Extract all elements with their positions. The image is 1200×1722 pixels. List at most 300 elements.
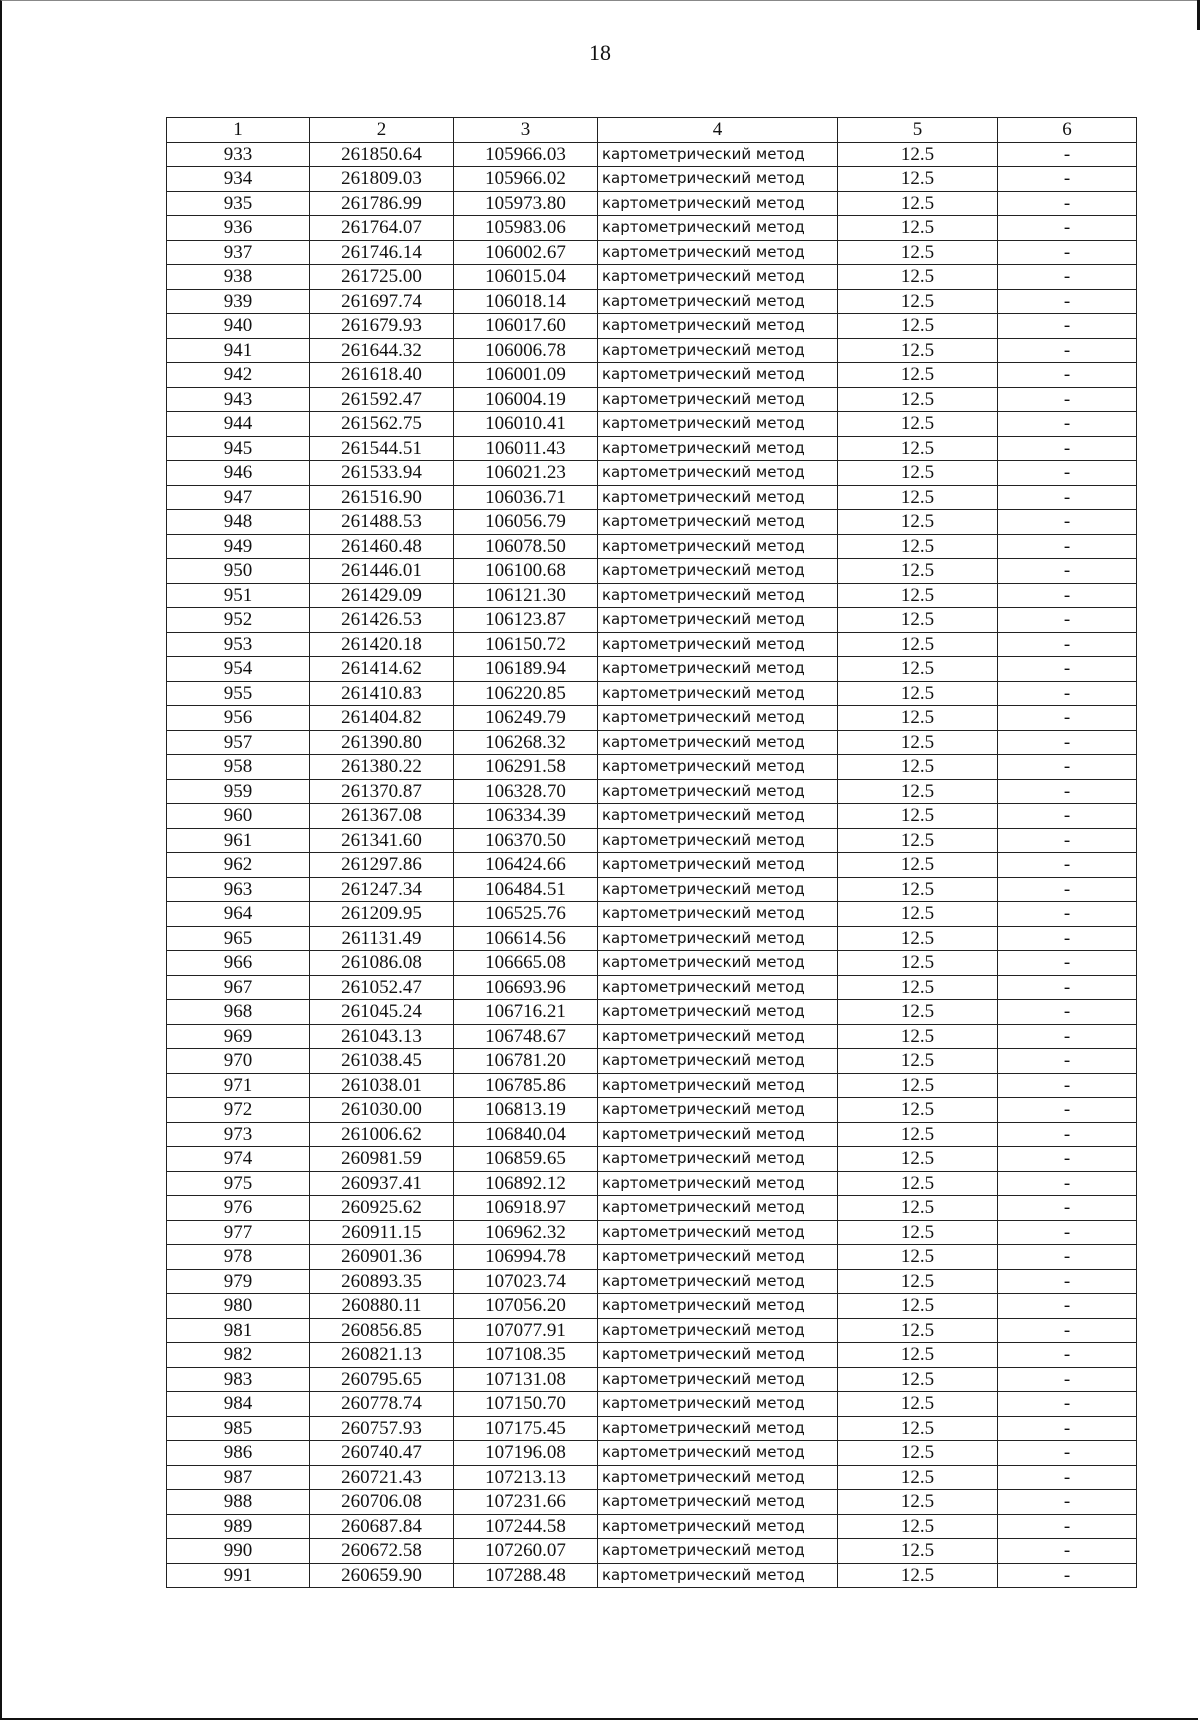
- cell-x-coordinate: 261618.40: [310, 363, 454, 388]
- cell-y-coordinate: 106123.87: [454, 608, 598, 633]
- cell-note: -: [998, 975, 1137, 1000]
- cell-note: -: [998, 1294, 1137, 1319]
- cell-point-number: 985: [167, 1416, 310, 1441]
- cell-y-coordinate: 106006.78: [454, 338, 598, 363]
- cell-y-coordinate: 106291.58: [454, 755, 598, 780]
- cell-x-coordinate: 261850.64: [310, 142, 454, 167]
- cell-accuracy: 12.5: [838, 1514, 998, 1539]
- cell-x-coordinate: 261644.32: [310, 338, 454, 363]
- cell-x-coordinate: 261446.01: [310, 559, 454, 584]
- cell-note: -: [998, 730, 1137, 755]
- cell-accuracy: 12.5: [838, 559, 998, 584]
- cell-method: картометрический метод: [598, 1171, 838, 1196]
- cell-x-coordinate: 261086.08: [310, 951, 454, 976]
- cell-method: картометрический метод: [598, 828, 838, 853]
- cell-method: картометрический метод: [598, 1441, 838, 1466]
- cell-note: -: [998, 1465, 1137, 1490]
- table-row: [167, 1196, 1137, 1221]
- cell-note: -: [998, 902, 1137, 927]
- cell-x-coordinate: 261544.51: [310, 436, 454, 461]
- cell-note: -: [998, 1245, 1137, 1270]
- cell-point-number: 988: [167, 1490, 310, 1515]
- cell-point-number: 935: [167, 191, 310, 216]
- cell-y-coordinate: 106018.14: [454, 289, 598, 314]
- cell-method: картометрический метод: [598, 853, 838, 878]
- table-row: [167, 461, 1137, 486]
- cell-y-coordinate: 106693.96: [454, 975, 598, 1000]
- cell-point-number: 967: [167, 975, 310, 1000]
- cell-note: -: [998, 608, 1137, 633]
- cell-x-coordinate: 261404.82: [310, 706, 454, 731]
- cell-accuracy: 12.5: [838, 240, 998, 265]
- cell-note: -: [998, 1416, 1137, 1441]
- cell-note: -: [998, 338, 1137, 363]
- cell-method: картометрический метод: [598, 1563, 838, 1588]
- table-row: [167, 1392, 1137, 1417]
- cell-note: -: [998, 314, 1137, 339]
- cell-x-coordinate: 261562.75: [310, 412, 454, 437]
- cell-x-coordinate: 261746.14: [310, 240, 454, 265]
- table-row: [167, 1343, 1137, 1368]
- cell-point-number: 951: [167, 583, 310, 608]
- coordinates-table: [166, 117, 1137, 1588]
- cell-accuracy: 12.5: [838, 338, 998, 363]
- cell-note: -: [998, 681, 1137, 706]
- cell-accuracy: 12.5: [838, 1490, 998, 1515]
- table-row: [167, 681, 1137, 706]
- cell-accuracy: 12.5: [838, 1196, 998, 1221]
- page-number: 18: [589, 40, 611, 65]
- cell-point-number: 974: [167, 1147, 310, 1172]
- cell-point-number: 940: [167, 314, 310, 339]
- cell-method: картометрический метод: [598, 632, 838, 657]
- table-row: [167, 1490, 1137, 1515]
- table-row: [167, 706, 1137, 731]
- cell-method: картометрический метод: [598, 240, 838, 265]
- cell-note: -: [998, 1367, 1137, 1392]
- cell-x-coordinate: 261038.45: [310, 1049, 454, 1074]
- cell-y-coordinate: 105966.02: [454, 167, 598, 192]
- cell-y-coordinate: 106002.67: [454, 240, 598, 265]
- cell-method: картометрический метод: [598, 436, 838, 461]
- cell-point-number: 968: [167, 1000, 310, 1025]
- cell-x-coordinate: 261725.00: [310, 265, 454, 290]
- cell-point-number: 963: [167, 877, 310, 902]
- cell-accuracy: 12.5: [838, 1220, 998, 1245]
- cell-point-number: 979: [167, 1269, 310, 1294]
- header-row: [167, 118, 1137, 143]
- cell-x-coordinate: 260672.58: [310, 1539, 454, 1564]
- header-col-5: 5: [838, 118, 998, 143]
- cell-note: -: [998, 461, 1137, 486]
- table-row: [167, 534, 1137, 559]
- table-row: [167, 632, 1137, 657]
- table-row: [167, 1122, 1137, 1147]
- cell-y-coordinate: 106004.19: [454, 387, 598, 412]
- cell-note: -: [998, 1318, 1137, 1343]
- table-row: [167, 363, 1137, 388]
- table-row: [167, 1049, 1137, 1074]
- cell-accuracy: 12.5: [838, 1465, 998, 1490]
- cell-y-coordinate: 106017.60: [454, 314, 598, 339]
- table-row: [167, 1269, 1137, 1294]
- cell-y-coordinate: 107260.07: [454, 1539, 598, 1564]
- cell-accuracy: 12.5: [838, 1392, 998, 1417]
- cell-accuracy: 12.5: [838, 681, 998, 706]
- cell-y-coordinate: 106840.04: [454, 1122, 598, 1147]
- cell-accuracy: 12.5: [838, 951, 998, 976]
- cell-note: -: [998, 632, 1137, 657]
- cell-note: -: [998, 926, 1137, 951]
- cell-note: -: [998, 412, 1137, 437]
- cell-y-coordinate: 105983.06: [454, 216, 598, 241]
- table-row: [167, 1416, 1137, 1441]
- header-col-4: 4: [598, 118, 838, 143]
- cell-y-coordinate: 106665.08: [454, 951, 598, 976]
- cell-accuracy: 12.5: [838, 1245, 998, 1270]
- cell-x-coordinate: 260778.74: [310, 1392, 454, 1417]
- cell-x-coordinate: 261516.90: [310, 485, 454, 510]
- cell-accuracy: 12.5: [838, 1563, 998, 1588]
- cell-accuracy: 12.5: [838, 755, 998, 780]
- cell-y-coordinate: 106121.30: [454, 583, 598, 608]
- cell-point-number: 970: [167, 1049, 310, 1074]
- cell-x-coordinate: 261341.60: [310, 828, 454, 853]
- cell-note: -: [998, 828, 1137, 853]
- table-row: [167, 1024, 1137, 1049]
- cell-x-coordinate: 261697.74: [310, 289, 454, 314]
- cell-x-coordinate: 260659.90: [310, 1563, 454, 1588]
- cell-accuracy: 12.5: [838, 485, 998, 510]
- cell-method: картометрический метод: [598, 485, 838, 510]
- cell-point-number: 973: [167, 1122, 310, 1147]
- cell-x-coordinate: 261414.62: [310, 657, 454, 682]
- cell-point-number: 938: [167, 265, 310, 290]
- cell-y-coordinate: 107196.08: [454, 1441, 598, 1466]
- cell-accuracy: 12.5: [838, 657, 998, 682]
- cell-accuracy: 12.5: [838, 534, 998, 559]
- cell-y-coordinate: 106189.94: [454, 657, 598, 682]
- cell-accuracy: 12.5: [838, 1539, 998, 1564]
- cell-method: картометрический метод: [598, 1514, 838, 1539]
- cell-x-coordinate: 260880.11: [310, 1294, 454, 1319]
- cell-x-coordinate: 261533.94: [310, 461, 454, 486]
- table-row: [167, 657, 1137, 682]
- cell-accuracy: 12.5: [838, 1367, 998, 1392]
- cell-x-coordinate: 261488.53: [310, 510, 454, 535]
- cell-accuracy: 12.5: [838, 804, 998, 829]
- table-row: [167, 510, 1137, 535]
- cell-x-coordinate: 261410.83: [310, 681, 454, 706]
- cell-accuracy: 12.5: [838, 412, 998, 437]
- cell-x-coordinate: 260901.36: [310, 1245, 454, 1270]
- cell-point-number: 976: [167, 1196, 310, 1221]
- table-row: [167, 142, 1137, 167]
- cell-point-number: 977: [167, 1220, 310, 1245]
- cell-y-coordinate: 106892.12: [454, 1171, 598, 1196]
- cell-note: -: [998, 485, 1137, 510]
- cell-note: -: [998, 951, 1137, 976]
- cell-x-coordinate: 260893.35: [310, 1269, 454, 1294]
- cell-y-coordinate: 106150.72: [454, 632, 598, 657]
- cell-accuracy: 12.5: [838, 583, 998, 608]
- cell-note: -: [998, 1441, 1137, 1466]
- cell-x-coordinate: 260687.84: [310, 1514, 454, 1539]
- cell-x-coordinate: 261052.47: [310, 975, 454, 1000]
- table-row: [167, 1514, 1137, 1539]
- cell-x-coordinate: 261030.00: [310, 1098, 454, 1123]
- cell-y-coordinate: 107108.35: [454, 1343, 598, 1368]
- cell-method: картометрический метод: [598, 1024, 838, 1049]
- cell-accuracy: 12.5: [838, 265, 998, 290]
- cell-note: -: [998, 534, 1137, 559]
- table-row: [167, 1318, 1137, 1343]
- cell-y-coordinate: 106010.41: [454, 412, 598, 437]
- cell-note: -: [998, 1073, 1137, 1098]
- cell-point-number: 987: [167, 1465, 310, 1490]
- cell-accuracy: 12.5: [838, 191, 998, 216]
- table-row: [167, 1073, 1137, 1098]
- cell-x-coordinate: 261247.34: [310, 877, 454, 902]
- cell-accuracy: 12.5: [838, 632, 998, 657]
- cell-note: -: [998, 289, 1137, 314]
- cell-point-number: 948: [167, 510, 310, 535]
- cell-x-coordinate: 261679.93: [310, 314, 454, 339]
- table-row: [167, 1245, 1137, 1270]
- cell-note: -: [998, 877, 1137, 902]
- cell-point-number: 989: [167, 1514, 310, 1539]
- cell-method: картометрический метод: [598, 804, 838, 829]
- table-row: [167, 1441, 1137, 1466]
- cell-x-coordinate: 261429.09: [310, 583, 454, 608]
- cell-point-number: 942: [167, 363, 310, 388]
- table-row: [167, 779, 1137, 804]
- cell-method: картометрический метод: [598, 1416, 838, 1441]
- cell-y-coordinate: 106918.97: [454, 1196, 598, 1221]
- cell-x-coordinate: 260925.62: [310, 1196, 454, 1221]
- cell-y-coordinate: 107056.20: [454, 1294, 598, 1319]
- cell-note: -: [998, 804, 1137, 829]
- cell-accuracy: 12.5: [838, 167, 998, 192]
- cell-y-coordinate: 106962.32: [454, 1220, 598, 1245]
- cell-accuracy: 12.5: [838, 510, 998, 535]
- cell-point-number: 982: [167, 1343, 310, 1368]
- cell-accuracy: 12.5: [838, 1024, 998, 1049]
- cell-method: картометрический метод: [598, 1049, 838, 1074]
- cell-x-coordinate: 261038.01: [310, 1073, 454, 1098]
- cell-note: -: [998, 510, 1137, 535]
- table-row: [167, 191, 1137, 216]
- cell-y-coordinate: 106525.76: [454, 902, 598, 927]
- table-row: [167, 240, 1137, 265]
- cell-method: картометрический метод: [598, 755, 838, 780]
- cell-x-coordinate: 261390.80: [310, 730, 454, 755]
- cell-y-coordinate: 106748.67: [454, 1024, 598, 1049]
- table-row: [167, 289, 1137, 314]
- cell-note: -: [998, 142, 1137, 167]
- cell-point-number: 959: [167, 779, 310, 804]
- cell-x-coordinate: 261420.18: [310, 632, 454, 657]
- table-row: [167, 216, 1137, 241]
- cell-method: картометрический метод: [598, 1147, 838, 1172]
- cell-point-number: 991: [167, 1563, 310, 1588]
- cell-note: -: [998, 1269, 1137, 1294]
- table-row: [167, 387, 1137, 412]
- cell-method: картометрический метод: [598, 167, 838, 192]
- cell-y-coordinate: 106614.56: [454, 926, 598, 951]
- cell-note: -: [998, 1049, 1137, 1074]
- cell-point-number: 950: [167, 559, 310, 584]
- cell-accuracy: 12.5: [838, 216, 998, 241]
- cell-x-coordinate: 260981.59: [310, 1147, 454, 1172]
- cell-point-number: 945: [167, 436, 310, 461]
- cell-method: картометрический метод: [598, 1073, 838, 1098]
- cell-accuracy: 12.5: [838, 926, 998, 951]
- cell-point-number: 960: [167, 804, 310, 829]
- table-row: [167, 1220, 1137, 1245]
- cell-method: картометрический метод: [598, 877, 838, 902]
- cell-x-coordinate: 261367.08: [310, 804, 454, 829]
- cell-method: картометрический метод: [598, 1367, 838, 1392]
- cell-point-number: 943: [167, 387, 310, 412]
- cell-point-number: 975: [167, 1171, 310, 1196]
- table-row: [167, 265, 1137, 290]
- cell-point-number: 962: [167, 853, 310, 878]
- cell-accuracy: 12.5: [838, 1343, 998, 1368]
- cell-note: -: [998, 583, 1137, 608]
- cell-method: картометрический метод: [598, 975, 838, 1000]
- cell-accuracy: 12.5: [838, 975, 998, 1000]
- cell-method: картометрический метод: [598, 387, 838, 412]
- table-header: [167, 118, 1137, 143]
- table-row: [167, 436, 1137, 461]
- cell-method: картометрический метод: [598, 583, 838, 608]
- table-row: [167, 877, 1137, 902]
- cell-accuracy: 12.5: [838, 902, 998, 927]
- cell-y-coordinate: 105966.03: [454, 142, 598, 167]
- table-row: [167, 755, 1137, 780]
- cell-accuracy: 12.5: [838, 1122, 998, 1147]
- cell-method: картометрический метод: [598, 926, 838, 951]
- cell-accuracy: 12.5: [838, 1269, 998, 1294]
- cell-method: картометрический метод: [598, 1000, 838, 1025]
- table-row: [167, 485, 1137, 510]
- cell-method: картометрический метод: [598, 338, 838, 363]
- cell-method: картометрический метод: [598, 951, 838, 976]
- cell-method: картометрический метод: [598, 559, 838, 584]
- cell-y-coordinate: 106001.09: [454, 363, 598, 388]
- cell-point-number: 980: [167, 1294, 310, 1319]
- table-row: [167, 1539, 1137, 1564]
- cell-y-coordinate: 107023.74: [454, 1269, 598, 1294]
- cell-y-coordinate: 106484.51: [454, 877, 598, 902]
- cell-method: картометрический метод: [598, 1490, 838, 1515]
- cell-point-number: 952: [167, 608, 310, 633]
- cell-accuracy: 12.5: [838, 730, 998, 755]
- cell-note: -: [998, 706, 1137, 731]
- table-row: [167, 902, 1137, 927]
- cell-note: -: [998, 1563, 1137, 1588]
- cell-y-coordinate: 106370.50: [454, 828, 598, 853]
- cell-method: картометрический метод: [598, 363, 838, 388]
- cell-note: -: [998, 240, 1137, 265]
- cell-accuracy: 12.5: [838, 1073, 998, 1098]
- cell-x-coordinate: 261370.87: [310, 779, 454, 804]
- cell-note: -: [998, 191, 1137, 216]
- cell-method: картометрический метод: [598, 681, 838, 706]
- table-row: [167, 1000, 1137, 1025]
- cell-point-number: 971: [167, 1073, 310, 1098]
- cell-method: картометрический метод: [598, 461, 838, 486]
- cell-point-number: 944: [167, 412, 310, 437]
- cell-y-coordinate: 107131.08: [454, 1367, 598, 1392]
- cell-note: -: [998, 1098, 1137, 1123]
- table-row: [167, 1171, 1137, 1196]
- table-row: [167, 951, 1137, 976]
- cell-point-number: 957: [167, 730, 310, 755]
- cell-method: картометрический метод: [598, 608, 838, 633]
- cell-method: картометрический метод: [598, 314, 838, 339]
- cell-method: картометрический метод: [598, 1245, 838, 1270]
- cell-x-coordinate: 260937.41: [310, 1171, 454, 1196]
- cell-accuracy: 12.5: [838, 1441, 998, 1466]
- table-row: [167, 314, 1137, 339]
- cell-point-number: 986: [167, 1441, 310, 1466]
- cell-y-coordinate: 106859.65: [454, 1147, 598, 1172]
- cell-note: -: [998, 167, 1137, 192]
- cell-accuracy: 12.5: [838, 1294, 998, 1319]
- cell-accuracy: 12.5: [838, 1098, 998, 1123]
- cell-y-coordinate: 106328.70: [454, 779, 598, 804]
- cell-point-number: 983: [167, 1367, 310, 1392]
- table-row: [167, 583, 1137, 608]
- cell-note: -: [998, 1196, 1137, 1221]
- cell-method: картометрический метод: [598, 1220, 838, 1245]
- cell-accuracy: 12.5: [838, 1147, 998, 1172]
- table-row: [167, 608, 1137, 633]
- cell-y-coordinate: 107288.48: [454, 1563, 598, 1588]
- cell-x-coordinate: 260721.43: [310, 1465, 454, 1490]
- header-col-6: 6: [998, 118, 1137, 143]
- cell-x-coordinate: 261045.24: [310, 1000, 454, 1025]
- cell-note: -: [998, 1343, 1137, 1368]
- cell-method: картометрический метод: [598, 657, 838, 682]
- header-col-1: 1: [167, 118, 310, 143]
- cell-method: картометрический метод: [598, 730, 838, 755]
- cell-method: картометрический метод: [598, 191, 838, 216]
- cell-accuracy: 12.5: [838, 853, 998, 878]
- cell-y-coordinate: 107231.66: [454, 1490, 598, 1515]
- cell-point-number: 981: [167, 1318, 310, 1343]
- cell-point-number: 966: [167, 951, 310, 976]
- table-row: [167, 1294, 1137, 1319]
- cell-note: -: [998, 1171, 1137, 1196]
- cell-x-coordinate: 261786.99: [310, 191, 454, 216]
- cell-method: картометрический метод: [598, 779, 838, 804]
- cell-accuracy: 12.5: [838, 436, 998, 461]
- cell-note: -: [998, 1122, 1137, 1147]
- cell-method: картометрический метод: [598, 534, 838, 559]
- cell-x-coordinate: 260856.85: [310, 1318, 454, 1343]
- table-row: [167, 559, 1137, 584]
- cell-method: картометрический метод: [598, 1269, 838, 1294]
- table-row: [167, 1147, 1137, 1172]
- table-row: [167, 975, 1137, 1000]
- cell-x-coordinate: 261380.22: [310, 755, 454, 780]
- cell-y-coordinate: 107077.91: [454, 1318, 598, 1343]
- cell-point-number: 941: [167, 338, 310, 363]
- cell-point-number: 936: [167, 216, 310, 241]
